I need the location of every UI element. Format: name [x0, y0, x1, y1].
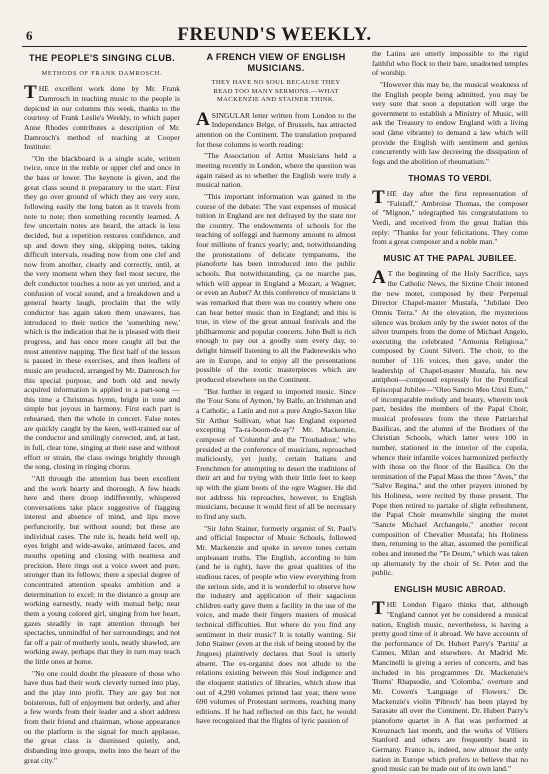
article-paragraph: THE excellent work done by Mr. Frank Damrosch in teaching music to the people is depicted in our columns this week, thanks to the courtesy of Frank Leslie's Weekly, to which paper Anne Rhodes contributes a description of Mr. Damrosch's method of teaching at Cooper Institute:: [24, 82, 180, 152]
article-paragraph: "On the blackboard is a single scale, written twice, once in the treble or upper clef and once in the bass or lower. The keynote is given, and the great class sound it preparatory to the start. First they go over ground of which they are very sure, following easily the long baton as it travels from note to note; then something recently learned. A few uncertain notes are heard, the attack is less decided, but a repetition restores confidence, and up and down they sing, skipping notes, taking difficult intervals, reading now from one clef and now from another, clearly and correctly, until, at the very moment when they feel most secure, the deft conductor touches a note as yet untried, and a confusion of vocal sound, and a breakdown and a general hearty laugh, proclaim that the wily conductor has again taken them unawares, has introduced to their notice the 'something new,' which is the indication that he is pleased with their progress, and has once more caught all but the most attentive napping. The first half of the lesson is passed in these exercises, and then leaflets of music are produced, arranged by Mr. Damrosch for this special purpose, and both old and newly acquired information is applied to a part-song — this time a Christmas hymn, bright in tone and simple but joyous in harmony. First each part is rehearsed, then the whole in concert. False notes are quickly caught by the keen, well-trained ear of the conductor and smilingly corrected, and, at last, in full, clear tone, singing at their ease and without effort or strain, the class swings brightly through the song, closing in ringing chorus.: [24, 153, 180, 472]
article-paragraph: THE day after the first representation of "Falstaff," Ambroise Thomas, the composer of "Mignon," telegraphed his congratulations to Verdi, and received from the great Italian this reply: "Thanks for your felicitations. They come from a great composer and a noble man.": [372, 187, 528, 247]
article-paragraph: "Sir John Stainer, formerly organist of St. Paul's and official Inspector of Music Schools, followed Mr. Mackenzie and spoke in severe tones certain unpleasant truths. The English, according to him (and he is right), have the great qualities of the studious races, of people who view everything from the serious side, and it is wonderful to observe how the industry and application of their sagacious children early gave them a facility in the use of the voice, and made their fingers masters of musical technical difficulties. But where do you find any sentiment in their music? It is totally wanting. Sir John Stainer (even at the risk of being stoned by the Jingoes) plaintively declares that Soul is utterly absent. The ex-organist does not allude to the relations existing between this Soul indigence and the eloquent statistics of libraries, which show that out of 4,290 volumes printed last year, there were 690 volumes of Protestant sermons, reaching many editions. If he had reflected on this fact, he would have recognized that the flights of lyric passion of: [196, 523, 356, 726]
article-title: THE PEOPLE'S SINGING CLUB.: [28, 53, 176, 63]
article-paragraph: THE London Figaro thinks that, although "England cannot yet be considered a musical nation, English music, nevertheless, is having a pretty good time of it abroad. We have accounts of the performance of Dr. Hubert Parry's 'Partita' at Cannes, Milan and elsewhere. At Madrid Mr. Mancinelli is giving a series of concerts, and has included in his programmes Dr. Mackenzie's 'Burns' Rhapsodie, and 'Colomba,' overture and Mr. Cowen's 'Language of Flowers.' Dr. Mackenzie's violin 'Pibroch' has been played by Sarasate all over the Continent. Dr. Hubert Parry's pianoforte quartet in A flat was performed at Kreuznach last month, and the works of Villiers Stanford and others are frequently heard in Germany. France is, indeed, now almost the only nation in Europe which prefers to believe that no good music can be made out of its own land.": [372, 598, 528, 774]
section-title-jubilee: MUSIC AT THE PAPAL JUBILEE.: [383, 253, 517, 263]
column-right: [372, 49, 528, 774]
article-paragraph: "This important information was gained in the course of the debate: 'The vast expenses of musical tuition in England are not defrayed by the state nor the country. The endowments of schools for the teaching of solfeggi and harmony amount to almost four millions of francs yearly; and, notwithstanding the protestations of delicate tympanums, the pianoforte has been introduced into the public schools. But notwithstanding, ça ne marche pas, which will appear in England a Mozart, a Wagner, or even an Auber? At this conference of musicians it was remarked that there was no country where one can hear better music than in England; and this is true, in view of the great annual festivals and the philharmonic and popular concerts. John Bull is rich enough to pay out a goodly sum every day, to delight himself listening to all the Paderewskis who are in Europe, and to enjoy all the presentations possible of the exotic masterpieces which are produced elsewhere on the Continent.: [196, 191, 356, 385]
column-singing-club: [24, 49, 180, 765]
article-byline: METHODS OF FRANK DAMROSCH.: [41, 70, 163, 78]
section-title-verdi: THOMAS TO VERDI.: [408, 173, 492, 183]
article-paragraph: "The Association of Artist Musicians held a meeting recently in London, where the question was again raised as to whether the English were truly a musical nation.: [196, 151, 356, 190]
article-paragraph: ASINGULAR letter written from London to the Independance Belge, of Brussels, has attracted attention on the Continent. The translation prepared for these columns is worth reading:: [196, 108, 356, 149]
article-paragraph: "All through the attention has been excellent and the work hearty and thorough. A few heads here and there droop indifferently, whispered conversations take place suggestive of flagging interest and absence of mind, and lips move perfunctorily, but without sound; but these are individual cases. The rule is, heads held well up, eyes bright and wide-awake, animated faces, and mouths opening and closing with neatness and precision. Here rings out a voice sweet and pure, stronger than its fellows; there a special degree of concentrated attention speaks ambition and a determination to excel; in the distance a group are working earnestly, ready with mutual help; near them a young colored girl, singing from her heart, gazes steadily in rapt attention through her spectacles, unmindful of her surroundings; and not far off a pair of motherly souls, neatly shawled, are working away, perhaps that they in turn may teach the little ones at home.: [24, 473, 180, 667]
article-paragraph: the Latins are utterly impossible to the rigid faithful who flock to their bare, unadorned temples of worship.: [372, 49, 528, 78]
article-deck: THEY HAVE NO SOUL BECAUSE THEY READ TOO MANY SERMONS.—WHAT MACKENZIE AND STAINER THINK.: [211, 79, 341, 104]
article-paragraph: "However this may be, the musical weakness of the English people being admitted, you may be very sure that soon a deputation will urge the government to establish a Ministry of Music, will ask the Treasury to endow England with a living soul (âme vibrante) to demand a law which will provide the English with sentiment and genius concurrently with law decreeing the dissipation of fogs and the abolition of rheumatism.": [372, 79, 528, 167]
article-paragraph: AT the beginning of the Holy Sacrifice, says the Catholic News, the Sixtine Choir intoned the new motet, composed by their Perpetual Director Chapel-master Mustafa, "Jubilate Deo Omnis Terra." At the elevation, the mysterious silence was broken only by the sweet notes of the silver trumpets from the dome of Michael Angelo, executing the celebrated "Armonia Religiosa," composed by Count Silveri. The choir, to the number of 116 voices, then gave, under the leadership of Chapel-master Mustafa, his new antiphon—composed expressly for the Pontifical Episcopal Jubilee—"Oleo Sancto Meo Unxi Eum," of incomparable melody and beauty, wherein took part, besides the members of the Papal Choir, musical professors from the three Patriarchal Basilicas, and the alumni of the Brothers of the Christian Schools, which latter were 100 in number, stationed in the interior of the cupola, whence their infantile voices harmonized perfectly with those on the floor of the Basilica. On the termination of the Papal Mass the three "Aves," the "Salve Regina," and the other prayers intoned by his Holiness, were recited by those present. The Pope then retired to partake of slight refreshment, the Papal Choir meanwhile singing the motet "Sancte Michael Archangele," another recent composition of Chevalier Mustafa; his Holiness then, returning to the altar, assumed the pontifical robes and intoned the "Te Deum," which was taken up alternately by the choir of St. Peter and the public.: [372, 267, 528, 578]
masthead-title: FREUND'S WEEKLY.: [177, 24, 372, 45]
column-french-view: [196, 49, 356, 753]
article-paragraph: "No one could doubt the pleasure of those who have thus had their work cleverly turned into play, and the play into profit. They are gay but not boisterous, full of enjoyment but orderly, and after a few words from their leader and a short address from their friend and chairman, whose appearance on the platform is the signal for much applause, the great class is dismissed quietly, and, disbanding into groups, melts into the heart of the great city.": [24, 668, 180, 765]
article-title: A FRENCH VIEW OF ENGLISH MUSICIANS.: [206, 52, 346, 74]
article-paragraph: "But further in regard to imported music. Since the 'Four Sons of Aymon,' by Balfe, an Irishman and a Catholic, a Latin and not a pure Anglo-Saxon like Sir Arthur Sullivan, what has England exported excepting 'Ta-ra-boom-de-ay'? Mr. Mackenzie, composer of 'Columba' and the 'Troubadour,' who presided at the conference of musicians, reproached maliciously, yet justly, certain Italians and Frenchmen for attempting to desert the traditions of their art and for trying with their little feet to keep up with the giant boots of the ogre Wagner. He did not address his reproaches, however, to English musicians, because it would first of all be necessary to find any such.: [196, 386, 356, 522]
section-title-abroad: ENGLISH MUSIC ABROAD.: [394, 584, 506, 594]
page-number: 6: [26, 28, 33, 43]
masthead-rule: [22, 46, 527, 47]
